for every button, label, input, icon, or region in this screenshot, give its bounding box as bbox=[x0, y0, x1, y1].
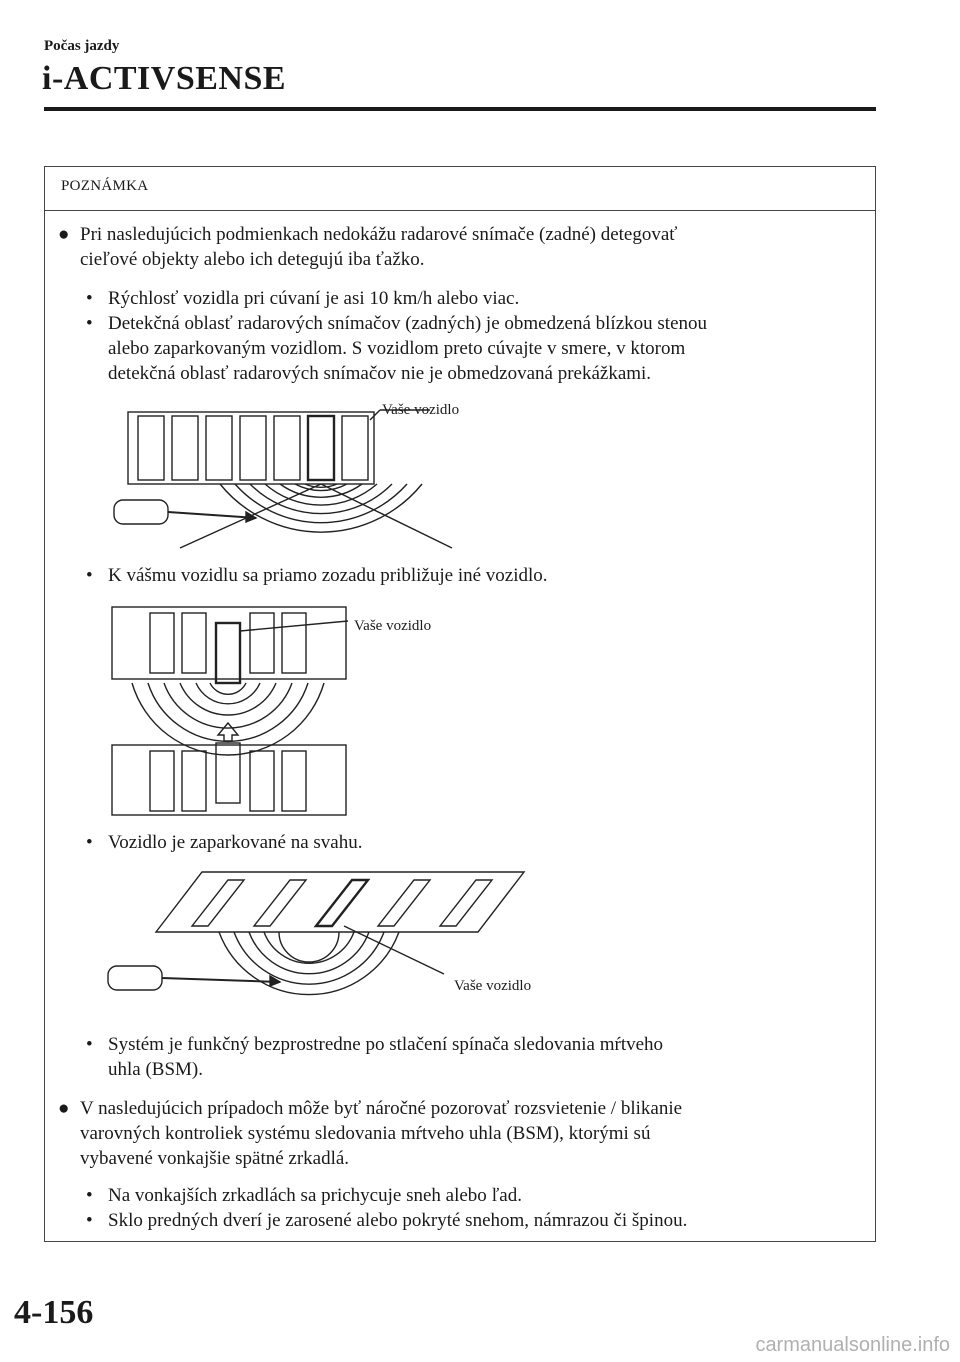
note-item-1-line-2: cieľové objekty alebo ich detegujú iba ťažko. bbox=[80, 249, 425, 270]
sub-item-bsm-line-2: uhla (BSM). bbox=[108, 1059, 203, 1080]
figure-slope-parking bbox=[104, 862, 534, 1022]
sub-item-slope: Vozidlo je zaparkované na svahu. bbox=[108, 832, 363, 853]
bullet-dot-icon: ● bbox=[58, 1098, 70, 1119]
sub-bullet-icon: • bbox=[86, 288, 93, 309]
sub-item-mirror-snow: Na vonkajších zrkadlách sa prichycuje sneh alebo ľad. bbox=[108, 1185, 522, 1206]
sub-item-speed: Rýchlosť vozidla pri cúvaní je asi 10 km/h alebo viac. bbox=[108, 288, 520, 309]
sub-bullet-icon: • bbox=[86, 1185, 93, 1206]
note-item-1-line-1: Pri nasledujúcich podmienkach nedokážu radarové snímače (zadné) detegovať bbox=[80, 224, 678, 245]
sub-bullet-icon: • bbox=[86, 565, 93, 586]
sub-item-area-line-2: alebo zaparkovaným vozidlom. S vozidlom preto cúvajte v smere, v ktorom bbox=[108, 338, 686, 359]
sub-item-approaching: K vášmu vozidlu sa priamo zozadu približuje iné vozidlo. bbox=[108, 565, 548, 586]
section-label: Počas jazdy bbox=[44, 38, 120, 54]
sub-item-door-glass: Sklo predných dverí je zarosené alebo pokryté snehom, námrazou či špinou. bbox=[108, 1210, 688, 1231]
sub-item-bsm-line-1: Systém je funkčný bezprostredne po stlačení spínača sledovania mŕtveho bbox=[108, 1034, 664, 1055]
sub-item-area-line-1: Detekčná oblasť radarových snímačov (zadných) je obmedzená blízkou stenou bbox=[108, 313, 708, 334]
sub-bullet-icon: • bbox=[86, 1034, 93, 1055]
page-number: 4-156 bbox=[14, 1294, 94, 1331]
bullet-dot-icon: ● bbox=[58, 224, 70, 245]
sub-bullet-icon: • bbox=[86, 313, 93, 334]
figure-approaching-vehicle bbox=[110, 605, 350, 817]
figure-2-caption: Vaše vozidlo bbox=[354, 618, 432, 634]
note-item-2-line-3: vybavené vonkajšie spätné zrkadlá. bbox=[80, 1148, 350, 1169]
page-title: i-ACTIVSENSE bbox=[42, 60, 287, 97]
figure-3-caption: Vaše vozidlo bbox=[454, 978, 532, 994]
sub-bullet-icon: • bbox=[86, 832, 93, 853]
note-item-2-line-1: V nasledujúcich prípadoch môže byť náročné pozorovať rozsvietenie / blikanie bbox=[80, 1098, 683, 1119]
sub-bullet-icon: • bbox=[86, 1210, 93, 1231]
figure-1-caption: Vaše vozidlo bbox=[382, 402, 460, 418]
watermark: carmanualsonline.info bbox=[755, 1334, 950, 1356]
sub-item-area-line-3: detekčná oblasť radarových snímačov nie je obmedzovaná prekážkami. bbox=[108, 363, 652, 384]
note-item-2-line-2: varovných kontroliek systému sledovania mŕtveho uhla (BSM), ktorými sú bbox=[80, 1123, 651, 1144]
header-divider bbox=[44, 107, 876, 111]
note-heading: POZNÁMKA bbox=[45, 167, 875, 211]
